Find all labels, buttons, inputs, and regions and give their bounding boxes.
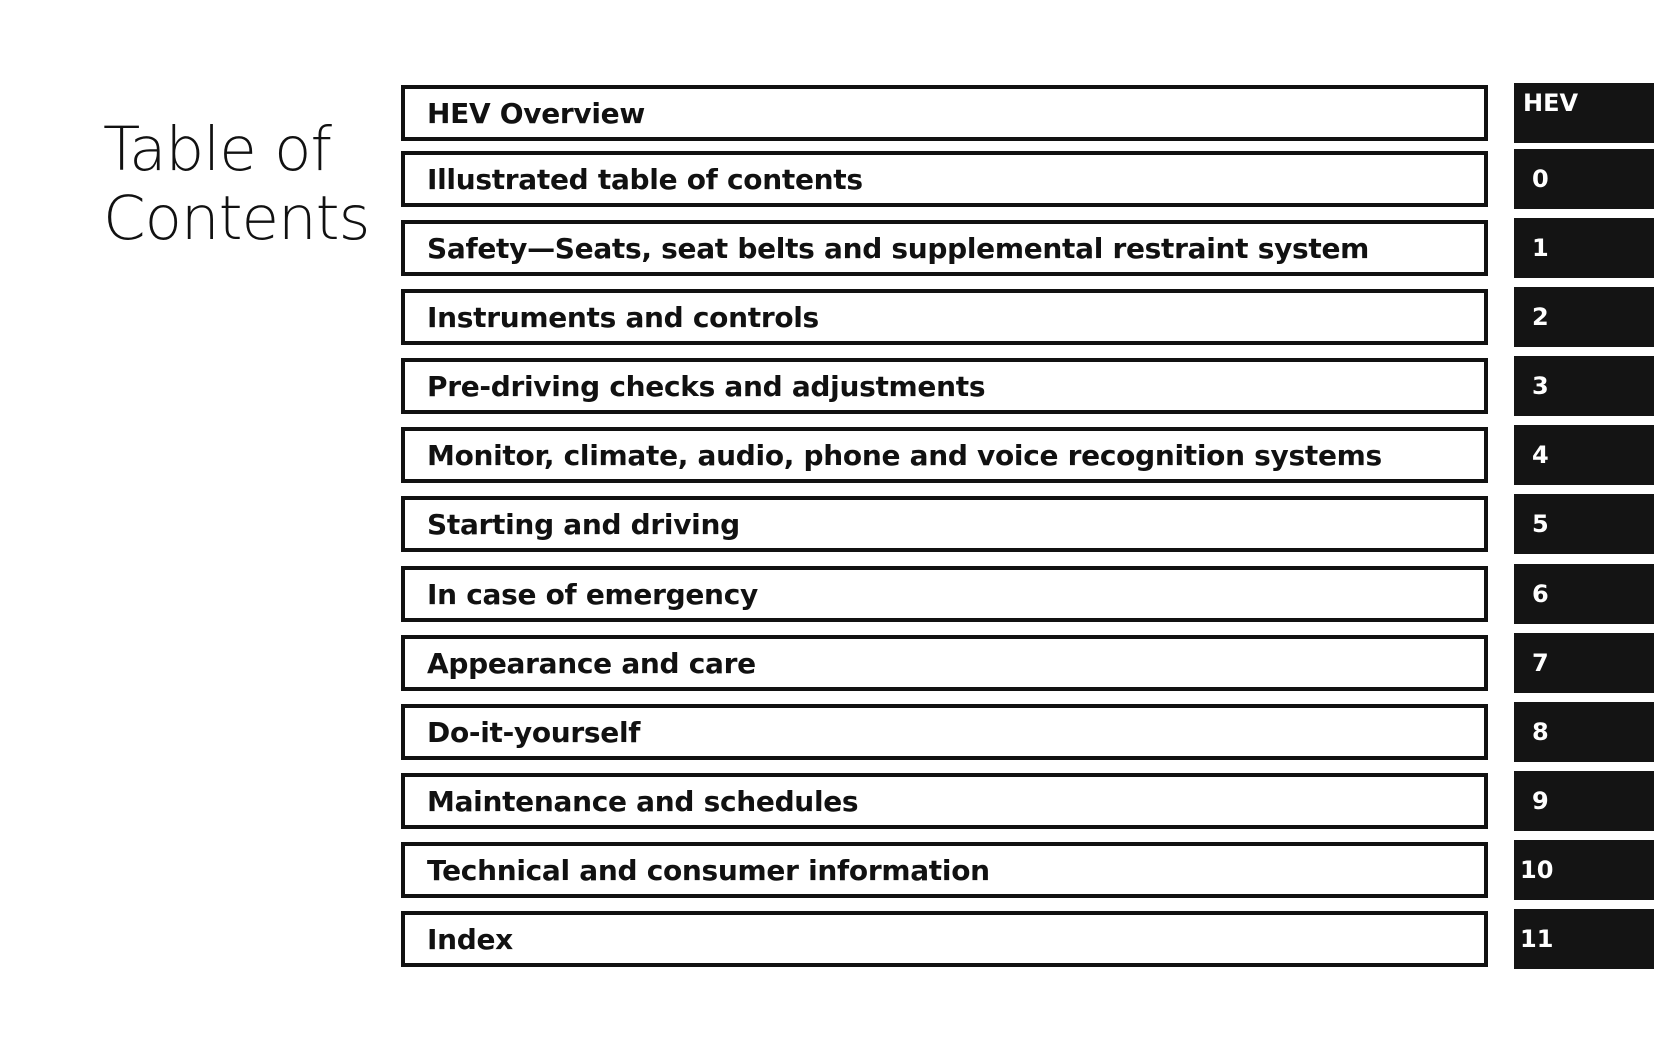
toc-entry-label[interactable]: Do-it-yourself bbox=[427, 715, 641, 749]
section-tab-5[interactable]: 5 bbox=[1514, 494, 1654, 554]
toc-entry-safety[interactable] bbox=[401, 220, 1654, 276]
section-tab-hev[interactable]: HEV bbox=[1514, 83, 1654, 143]
toc-entry-appearance[interactable] bbox=[401, 635, 1654, 691]
page-title-line-1: Table of bbox=[103, 113, 331, 185]
toc-entry-label[interactable]: Instruments and controls bbox=[427, 300, 819, 334]
toc-entry-box[interactable] bbox=[401, 566, 1488, 622]
section-tab-8[interactable]: 8 bbox=[1514, 702, 1654, 762]
section-tab-0[interactable]: 0 bbox=[1514, 149, 1654, 209]
toc-entry-emergency[interactable] bbox=[401, 566, 1654, 622]
toc-entry-illustrated-table[interactable] bbox=[401, 151, 1654, 207]
section-tab-10[interactable]: 10 bbox=[1514, 840, 1654, 900]
page-title bbox=[103, 115, 403, 253]
section-tab-7[interactable]: 7 bbox=[1514, 633, 1654, 693]
toc-entry-label[interactable]: Maintenance and schedules bbox=[427, 784, 859, 818]
toc-entry-hev-overview[interactable] bbox=[401, 85, 1654, 141]
section-tab-6[interactable]: 6 bbox=[1514, 564, 1654, 624]
toc-entry-label[interactable]: Pre-driving checks and adjustments bbox=[427, 369, 986, 403]
toc-entry-box[interactable] bbox=[401, 496, 1488, 552]
toc-entry-diy[interactable] bbox=[401, 704, 1654, 760]
toc-entry-box[interactable] bbox=[401, 911, 1488, 967]
toc-entry-label[interactable]: HEV Overview bbox=[427, 96, 645, 130]
toc-entry-instruments[interactable] bbox=[401, 289, 1654, 345]
toc-entry-maintenance[interactable] bbox=[401, 773, 1654, 829]
toc-entry-label[interactable]: Index bbox=[427, 922, 513, 956]
section-tab-4[interactable]: 4 bbox=[1514, 425, 1654, 485]
section-tab-1[interactable]: 1 bbox=[1514, 218, 1654, 278]
toc-entry-label[interactable]: Safety—Seats, seat belts and supplemental restraint system bbox=[427, 231, 1370, 265]
toc-entry-box[interactable] bbox=[401, 427, 1488, 483]
toc-entry-label[interactable]: Illustrated table of contents bbox=[427, 162, 863, 196]
toc-entry-box[interactable] bbox=[401, 704, 1488, 760]
section-tab-9[interactable]: 9 bbox=[1514, 771, 1654, 831]
toc-entry-box[interactable] bbox=[401, 358, 1488, 414]
toc-entry-monitor[interactable] bbox=[401, 427, 1654, 483]
toc-entry-label[interactable]: Starting and driving bbox=[427, 507, 740, 541]
toc-entry-box[interactable] bbox=[401, 289, 1488, 345]
toc-entry-index[interactable] bbox=[401, 911, 1654, 967]
toc-entry-box[interactable] bbox=[401, 85, 1488, 141]
section-tab-11[interactable]: 11 bbox=[1514, 909, 1654, 969]
toc-entry-pre-driving[interactable] bbox=[401, 358, 1654, 414]
toc-entry-technical[interactable] bbox=[401, 842, 1654, 898]
section-tab-3[interactable]: 3 bbox=[1514, 356, 1654, 416]
toc-entry-label[interactable]: Appearance and care bbox=[427, 646, 756, 680]
toc-entry-box[interactable] bbox=[401, 220, 1488, 276]
toc-entry-box[interactable] bbox=[401, 773, 1488, 829]
toc-entry-label[interactable]: Monitor, climate, audio, phone and voice recognition systems bbox=[427, 438, 1382, 472]
page-title-line-2: Contents bbox=[103, 182, 370, 254]
toc-entry-label[interactable]: In case of emergency bbox=[427, 577, 758, 611]
toc-entry-box[interactable] bbox=[401, 151, 1488, 207]
section-tab-2[interactable]: 2 bbox=[1514, 287, 1654, 347]
toc-entry-label[interactable]: Technical and consumer information bbox=[427, 853, 990, 887]
toc-entry-box[interactable] bbox=[401, 635, 1488, 691]
toc-entry-box[interactable] bbox=[401, 842, 1488, 898]
toc-entry-starting[interactable] bbox=[401, 496, 1654, 552]
